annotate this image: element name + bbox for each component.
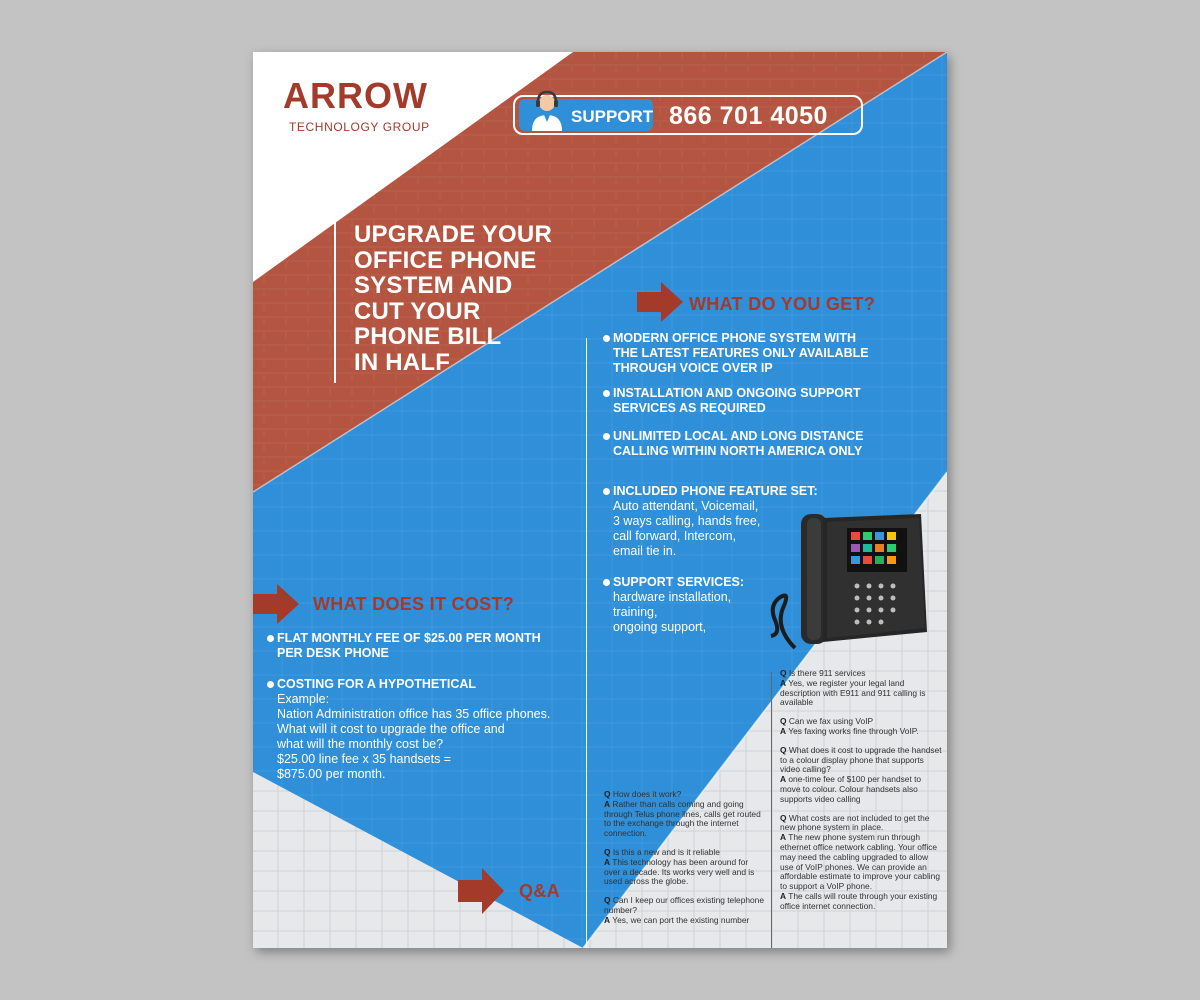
faq-item: Q How does it work? A Rather than calls coming and going through Telus phone lines, calls get routed to the exchange through the internet connection.: [604, 789, 761, 839]
faq-right: [780, 669, 942, 921]
bullet-dot: [267, 635, 274, 642]
get-bullet-3: UNLIMITED LOCAL AND LONG DISTANCE CALLING WITHIN NORTH AMERICA ONLY: [613, 429, 933, 459]
faq-item: Q Is this a new and is it reliable A This technology has been around for over a decade. Its works very well and is used across the globe.: [604, 846, 755, 887]
column-divider: [586, 338, 587, 948]
bullet-dot: [603, 433, 610, 440]
desk-phone-image: [765, 508, 931, 668]
get-bullet-2: INSTALLATION AND ONGOING SUPPORT SERVICES AS REQUIRED: [613, 386, 933, 416]
faq-item: Q What does it cost to upgrade the handset to a colour display phone that supports video calling? A one-time fee of $100 per handset to move to colour. Colour handsets also supports video calling: [780, 744, 942, 804]
cost-bullet-1: FLAT MONTHLY FEE OF $25.00 PER MONTH PER DESK PHONE: [277, 631, 577, 661]
bullet-dot: [603, 488, 610, 495]
arrow-right-icon: [458, 868, 504, 914]
get-bullet-1: MODERN OFFICE PHONE SYSTEM WITH THE LATEST FEATURES ONLY AVAILABLE THROUGH VOICE OVER IP: [613, 331, 933, 376]
feature-set-bullet: INCLUDED PHONE FEATURE SET: Auto attendant, Voicemail, 3 ways calling, hands free, call forward, Intercom, email tie in.: [613, 484, 873, 559]
support-services-bullet: SUPPORT SERVICES: hardware installation, training, ongoing support,: [613, 575, 813, 635]
bullet-dot: [267, 681, 274, 688]
headline-rule: [334, 218, 336, 383]
arrow-right-icon: [637, 282, 683, 322]
faq-item: Q Can I keep our offices existing telephone number? A Yes, we can port the existing number: [604, 895, 765, 925]
faq-item: Q Can we fax using VoIP A Yes faxing works fine through VoIP.: [780, 716, 919, 736]
faq-item: Q Is there 911 services A Yes, we register your legal land description with E911 and 911 calling is available: [780, 668, 926, 708]
support-phone-number: 866 701 4050: [669, 102, 828, 130]
flyer: [253, 52, 947, 948]
faq-item: Q What costs are not included to get the new phone system in place. A The new phone system run through ethernet office network cabling. Your office may need the cabling upgraded to allow use of VoIP phones. We can provide an affordable estimate to improve your cabling to support a VoIP phone. A The calls will route through your existing office internet connection.: [780, 812, 940, 911]
logo-subtitle: TECHNOLOGY GROUP: [289, 120, 430, 134]
headline: UPGRADE YOUR OFFICE PHONE SYSTEM AND CUT YOUR PHONE BILL IN HALF: [354, 221, 552, 376]
arrow-right-icon: [253, 584, 299, 624]
bullet-dot: [603, 335, 610, 342]
what-does-it-cost-title: WHAT DOES IT COST?: [313, 594, 515, 614]
bullet-dot: [603, 579, 610, 586]
what-do-you-get-title: WHAT DO YOU GET?: [689, 294, 876, 314]
support-label: SUPPORT: [571, 107, 654, 126]
qa-title: Q&A: [519, 881, 560, 901]
logo-wordmark: ARROW: [283, 75, 428, 116]
cost-bullet-2: COSTING FOR A HYPOTHETICAL Example: Nation Administration office has 35 office phones. What will it cost to upgrade the office and what will the monthly cost be? $25.00 line fee x 35 handsets = $875.00 per month.: [277, 677, 587, 782]
column-divider: [771, 672, 772, 948]
support-agent-icon: [529, 89, 565, 131]
faq-left: [604, 790, 766, 935]
bullet-dot: [603, 390, 610, 397]
